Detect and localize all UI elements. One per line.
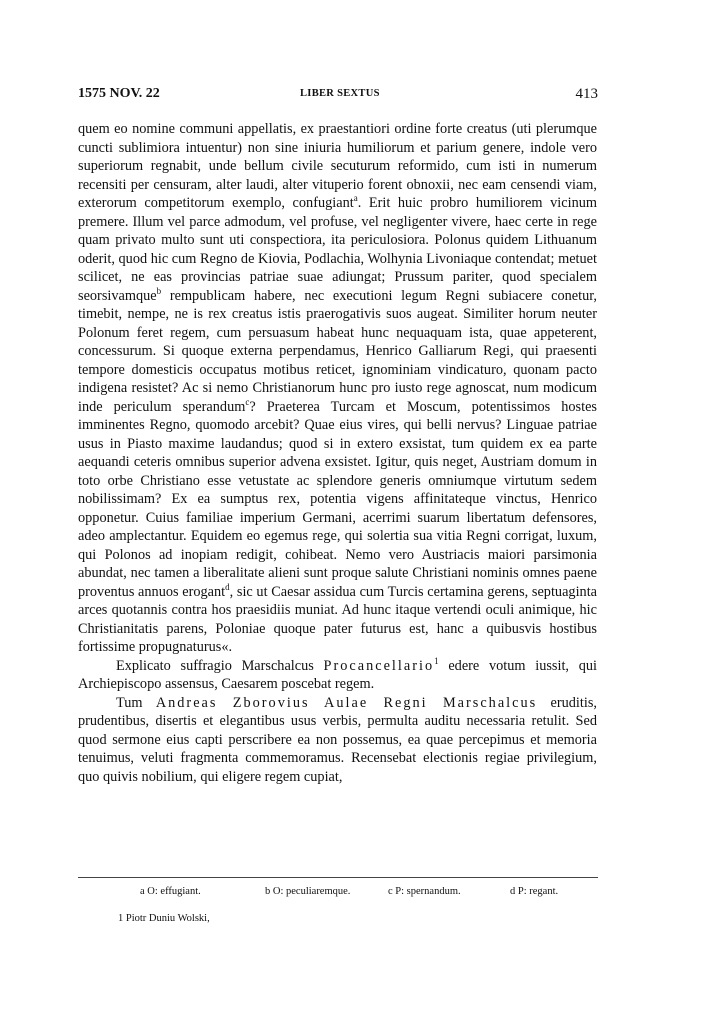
apparatus-note-b: b O: peculiaremque.: [265, 886, 351, 897]
para1-text: quem eo nomine communi appellatis, ex praestantiori ordine forte creatus (uti plerumque cuncti sublimiora intuentur) non sine iniuria humiliorum et parium genere, indole vero superiorum regnabit, unde bellum civile secuturum reformido, cum isti in numerum recensiti per censuram, alter laudi, alter vituperio forent obnoxii, nec eam censendi viam, exterorum competitorum exemplo, confugiant: [78, 121, 597, 211]
para1-text-e: , sic ut Caesar assidua cum Turcis certamina gerens, septuaginta arces quotannis contra hos praesidiis muniat. Ad hunc itaque vertendi oculi animique, hic Christianitatis parens, Poloniae quoque pater futurus est, hanc a quibusvis hostibus fortissime propugnaturus«.: [78, 583, 598, 655]
page-number: 413: [575, 86, 598, 102]
header-date: 1575 NOV. 22: [78, 86, 160, 101]
header-title: LIBER SEXTUS: [300, 88, 380, 99]
page-header: [78, 86, 598, 106]
body-text: [78, 120, 597, 786]
apparatus-note-c: c P: spernandum.: [388, 886, 461, 897]
note-ref-b: b: [156, 285, 162, 296]
para1-text-c: rempublicam habere, nec executioni legum Regni subiacere conetur, timebit, nempe, ne is rex creatus istis praerogativis suos augeat. Similiter horum neuter Polonum feret regem, cum persuasum habeat hunc nequaquam ista, quae appeterent, concessurum. Si quoque externa perpendamus, Henrico Galliarum Regi, qui praesenti tempore domesticis occupatus motibus reticet, ignominiam vindicaturo, quonam pacto indigena resistet? Ac si nemo Christianorum hunc pro iusto rege agnoscat, num modicum inde periculum sperandum: [78, 287, 597, 415]
note-ref-d: d: [225, 581, 230, 592]
paragraph-3: [78, 694, 597, 787]
apparatus-note-a: a O: effugiant.: [140, 886, 201, 897]
para3-spaced-name: Andreas Zborovius Aulae Regni Marschalcus: [155, 694, 538, 711]
footnote-1: 1 Piotr Duniu Wolski,: [118, 913, 210, 924]
paragraph-1: [78, 120, 597, 657]
para2-text-b: edere votum iussit, qui Archiepiscopo assensus, Caesarem poscebat regem.: [78, 657, 597, 692]
footnote-rule: [78, 877, 598, 878]
para2-text: Explicato suffragio Marschalcus: [116, 657, 324, 674]
para3-text-b: eruditis, prudentibus, disertis et elegantibus usus verbis, permulta auditu necessaria retulit. Sed quod sermone eius capti perscribere ea non possemus, ea quae percepimus et memoria tenuimus, veluti fragmenta commemoramus. Recensebat electionis regiae privilegium, quo quivis nobilium, qui eligere regem cupiat,: [78, 694, 597, 785]
para3-text: Tum: [116, 694, 156, 711]
note-ref-a: a: [353, 193, 358, 204]
para1-text-b: . Erit huic probro humiliorem vicinum premere. Illum vel parce admodum, vel profuse, vel negligenter vivere, haec certe in rege quam privato multo sunt uti conspectiora, ita periculosiora. Polonus quidem Lithuanum oderit, quod hic cum Regno de Kiovia, Podlachia, Wolhynia Livoniaque contendat; metuet scilicet, ne eas provincias patriae suae adiungat; Prussum pariter, quod specialem seorsivamque: [78, 195, 597, 304]
apparatus-note-d: d P: regant.: [510, 886, 559, 897]
para2-spaced-name: Procancellario: [323, 657, 435, 674]
para1-text-d: ? Praeterea Turcam et Moscum, potentissimos hostes imminentes Regno, quomodo arcebit? Quae eius vires, qui belli nervus? Linguae patriae usus in Piasto maxime laudandus; quod si in extero exsistat, tum quidem ex ea parte aequandi ceteris omnibus superior advena exsistet. Igitur, quis neget, Austriam domum in toto orbe Christiano esse vetustate ac splendore generis omniumque virtutum sedem nobilissimam? Ex ea sumptus rex, potentia vigens affinitateque vinctus, Henrico opponetur. Cuius familiae imperium Germani, acerrimi suarum libertatum defensores, adeo amplectantur. Equidem eo egemus rege, qui solertia sua vitia Regni corrigat, luxum, qui Polonos ad inopiam redigit, cohibeat. Nemo vero Austriacis maiori parsimonia abundat, nec tamen a liberalitate alieni sunt proque salute Christiani nominis omnes paene proventus annuos erogant: [78, 398, 597, 600]
paragraph-2: [78, 657, 597, 694]
note-ref-c: c: [245, 396, 250, 407]
footnote-ref-1: 1: [434, 655, 439, 666]
critical-apparatus: [140, 886, 600, 902]
